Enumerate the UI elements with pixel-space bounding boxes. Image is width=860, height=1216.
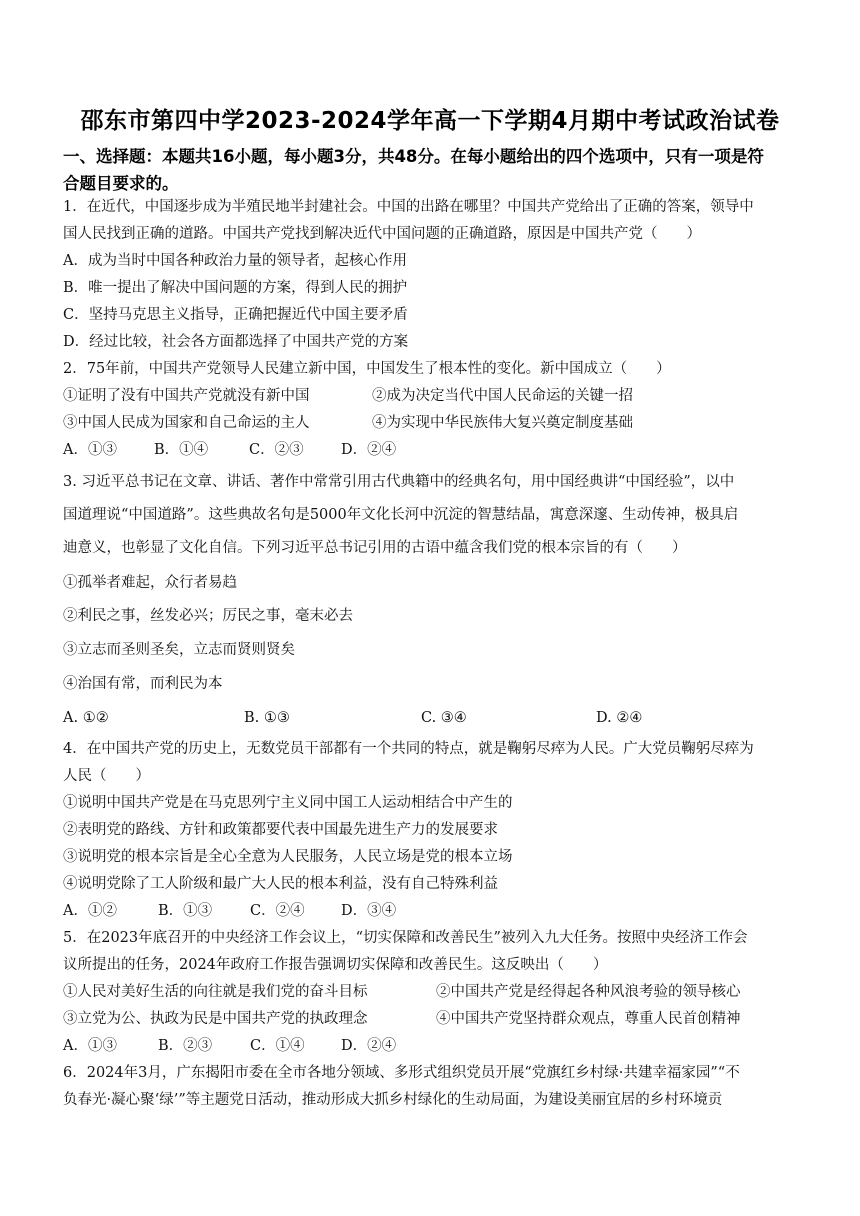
q3-option-d: D. ②④	[596, 710, 643, 726]
q2-statement-1: ①证明了没有中国共产党就没有新中国	[63, 388, 310, 404]
q1-stem-line-2: 国人民找到正确的道路。中国共产党找到解决近代中国问题的正确道路，原因是中国共产党（ ）	[63, 226, 701, 242]
q4-statement-3: ③说明党的根本宗旨是全心全意为人民服务，人民立场是党的根本立场	[63, 849, 513, 865]
q4-option-b: B．①③	[158, 903, 213, 919]
q1-stem-line-1: 1．在近代，中国逐步成为半殖民地半封建社会。中国的出路在哪里？中国共产党给出了正确的答案，领导中	[63, 199, 754, 215]
q2-option-a: A．①③	[63, 442, 117, 458]
q1-option-b: B．唯一提出了解决中国问题的方案，得到人民的拥护	[63, 280, 408, 296]
q2-statement-2: ②成为决定当代中国人民命运的关键一招	[372, 388, 633, 404]
q2-option-b: B．①④	[154, 442, 209, 458]
q5-option-d: D．②④	[341, 1038, 397, 1054]
q5-stem-line-2: 议所提出的任务，2024年政府工作报告强调切实保障和改善民生。这反映出（ ）	[63, 957, 608, 973]
q1-option-d: D．经过比较，社会各方面都选择了中国共产党的方案	[63, 334, 409, 350]
q2-option-c: C．②③	[249, 442, 304, 458]
q1-option-a: A．成为当时中国各种政治力量的领导者，起核心作用	[63, 253, 407, 269]
q3-statement-1: ①孤举者难起，众行者易趋	[63, 575, 237, 591]
q5-statement-4: ④中国共产党坚持群众观点，尊重人民首创精神	[436, 1011, 741, 1027]
q4-option-a: A．①②	[63, 903, 117, 919]
q3-statement-4: ④治国有常，而利民为本	[63, 676, 223, 692]
q5-option-a: A．①③	[63, 1038, 117, 1054]
q2-stem: 2．75年前，中国共产党领导人民建立新中国，中国发生了根本性的变化。新中国成立（ ）	[63, 361, 671, 377]
q3-stem-line-2: 国道理说“中国道路”。这些典故名句是5000年文化长河中沉淀的智慧结晶，寓意深邃、生动传神，极具启	[63, 507, 739, 523]
q3-statement-3: ③立志而圣则圣矣，立志而贤则贤矣	[63, 642, 295, 658]
q3-statement-2: ②利民之事，丝发必兴；厉民之事，毫末必去	[63, 608, 353, 624]
q5-option-c: C．①④	[250, 1038, 305, 1054]
q6-stem-line-1: 6．2024年3月，广东揭阳市委在全市各地分领域、多形式组织党员开展“党旗红乡村绿·共建幸福家园”“不	[63, 1065, 740, 1081]
q4-statement-1: ①说明中国共产党是在马克思列宁主义同中国工人运动相结合中产生的	[63, 795, 513, 811]
q5-stem-line-1: 5．在2023年底召开的中央经济工作会议上，“切实保障和改善民生”被列入九大任务。按照中央经济工作会	[63, 930, 748, 946]
q4-statement-2: ②表明党的路线、方针和政策都要代表中国最先进生产力的发展要求	[63, 822, 498, 838]
q2-option-d: D．②④	[341, 442, 397, 458]
q5-statement-1: ①人民对美好生活的向往就是我们党的奋斗目标	[63, 984, 368, 1000]
q1-option-c: C．坚持马克思主义指导，正确把握近代中国主要矛盾	[63, 307, 408, 323]
q3-stem-line-3: 迪意义，也彰显了文化自信。下列习近平总书记引用的古语中蕴含我们党的根本宗旨的有（ ）	[63, 540, 687, 556]
q5-option-b: B．②③	[158, 1038, 213, 1054]
q2-statement-3: ③中国人民成为国家和自己命运的主人	[63, 415, 310, 431]
section-heading-line-2: 合题目要求的。	[63, 174, 179, 193]
q4-option-c: C．②④	[250, 903, 305, 919]
exam-title: 邵东市第四中学2023-2024学年高一下学期4月期中考试政治试卷	[80, 108, 780, 134]
q3-option-a: A. ①②	[63, 710, 109, 726]
q5-statement-3: ③立党为公、执政为民是中国共产党的执政理念	[63, 1011, 368, 1027]
q2-statement-4: ④为实现中华民族伟大复兴奠定制度基础	[372, 415, 633, 431]
q4-option-d: D．③④	[341, 903, 397, 919]
q3-stem-line-1: 3. 习近平总书记在文章、讲话、著作中常常引用古代典籍中的经典名句，用中国经典讲“中国经验”，以中	[63, 474, 735, 490]
section-heading-line-1: 一、选择题：本题共16小题，每小题3分，共48分。在每小题给出的四个选项中，只有一项是符	[63, 147, 764, 166]
q4-statement-4: ④说明党除了工人阶级和最广大人民的根本利益，没有自己特殊利益	[63, 876, 498, 892]
q6-stem-line-2: 负春光·凝心聚‘绿’”等主题党日活动，推动形成大抓乡村绿化的生动局面，为建设美丽宜居的乡村环境贡	[63, 1092, 723, 1108]
q4-stem-line-2: 人民（ ）	[63, 768, 150, 784]
q4-stem-line-1: 4．在中国共产党的历史上，无数党员干部都有一个共同的特点，就是鞠躬尽瘁为人民。广大党员鞠躬尽瘁为	[63, 741, 754, 757]
q3-option-c: C. ③④	[421, 710, 467, 726]
q3-option-b: B. ①③	[244, 710, 290, 726]
q5-statement-2: ②中国共产党是经得起各种风浪考验的领导核心	[436, 984, 741, 1000]
